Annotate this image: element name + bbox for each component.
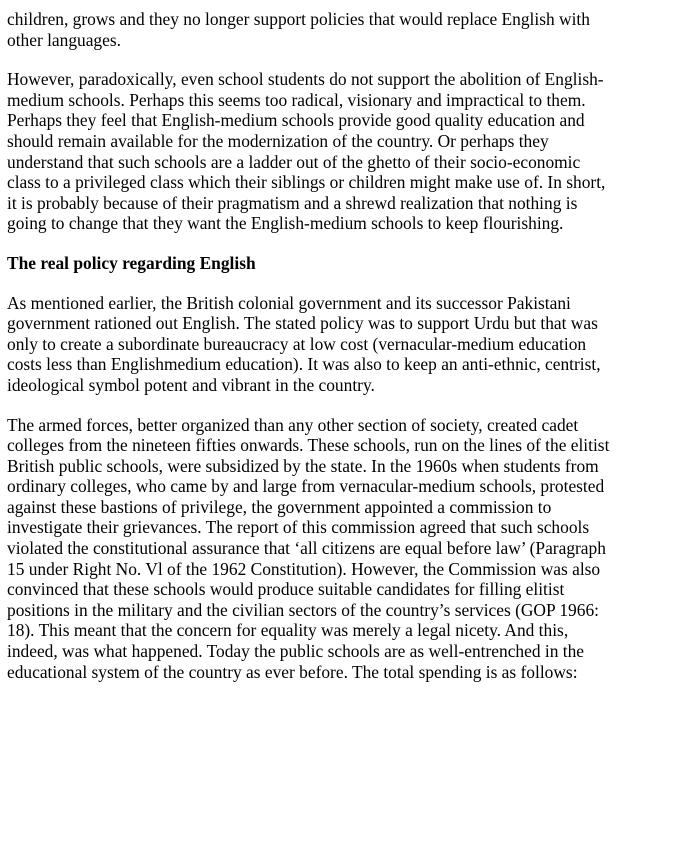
text-line: medium schools. Perhaps this seems too radical, visionary and impractical to them. <box>7 89 586 110</box>
paragraph-2 <box>7 69 697 234</box>
text-line: government rationed out English. The stated policy was to support Urdu but that was <box>7 313 598 334</box>
text-line: As mentioned earlier, the British colonial government and its successor Pakistani <box>7 292 571 313</box>
text-line: violated the constitutional assurance that ‘all citizens are equal before law’ (Paragraph <box>7 538 606 559</box>
text-line: class to a privileged class which their siblings or children might make use of. In short, <box>7 172 606 193</box>
text-line: Perhaps they feel that English-medium schools provide good quality education and <box>7 110 585 131</box>
paragraph-4 <box>7 415 697 683</box>
section-heading: The real policy regarding English <box>7 252 256 273</box>
text-line: investigate their grievances. The report of this commission agreed that such schools <box>7 517 590 538</box>
text-line: convinced that these schools would produce suitable candidates for filling elitist <box>7 579 565 600</box>
text-line: it is probably because of their pragmatism and a shrewd realization that nothing is <box>7 192 578 213</box>
text-line: indeed, was what happened. Today the public schools are as well-entrenched in the <box>7 641 584 662</box>
text-line: 15 under Right No. Vl of the 1962 Constitution). However, the Commission was also <box>7 558 601 579</box>
text-line: going to change that they want the English-medium schools to keep flourishing. <box>7 213 564 234</box>
text-line: educational system of the country as ever before. The total spending is as follows: <box>7 661 578 682</box>
text-line: positions in the military and the civilian sectors of the country’s services (GOP 1966: <box>7 599 599 620</box>
text-line: only to create a subordinate bureaucracy at low cost (vernacular-medium education <box>7 333 587 354</box>
text-line: British public schools, were subsidized by the state. In the 1960s when students from <box>7 455 599 476</box>
text-line: colleges from the nineteen fifties onwards. These schools, run on the lines of the elitist <box>7 435 610 456</box>
document-page <box>7 9 697 701</box>
text-line: costs less than Englishmedium education). It was also to keep an anti-ethnic, centrist, <box>7 354 601 375</box>
text-line: other languages. <box>7 29 121 50</box>
text-line: understand that such schools are a ladder out of the ghetto of their socio-economic <box>7 151 581 172</box>
text-line: children, grows and they no longer support policies that would replace English with <box>7 9 590 29</box>
paragraph-1 <box>7 9 697 50</box>
text-line: The armed forces, better organized than any other section of society, created cadet <box>7 414 579 435</box>
text-line: ordinary colleges, who came by and large from vernacular-medium schools, protested <box>7 476 605 497</box>
text-line: 18). This meant that the concern for equality was merely a legal nicety. And this, <box>7 620 569 641</box>
text-line: ideological symbol potent and vibrant in the country. <box>7 374 375 395</box>
text-line: should remain available for the modernization of the country. Or perhaps they <box>7 130 549 151</box>
text-line: against these bastions of privilege, the government appointed a commission to <box>7 496 552 517</box>
paragraph-3 <box>7 293 697 396</box>
text-line: However, paradoxically, even school students do not support the abolition of English- <box>7 69 604 90</box>
